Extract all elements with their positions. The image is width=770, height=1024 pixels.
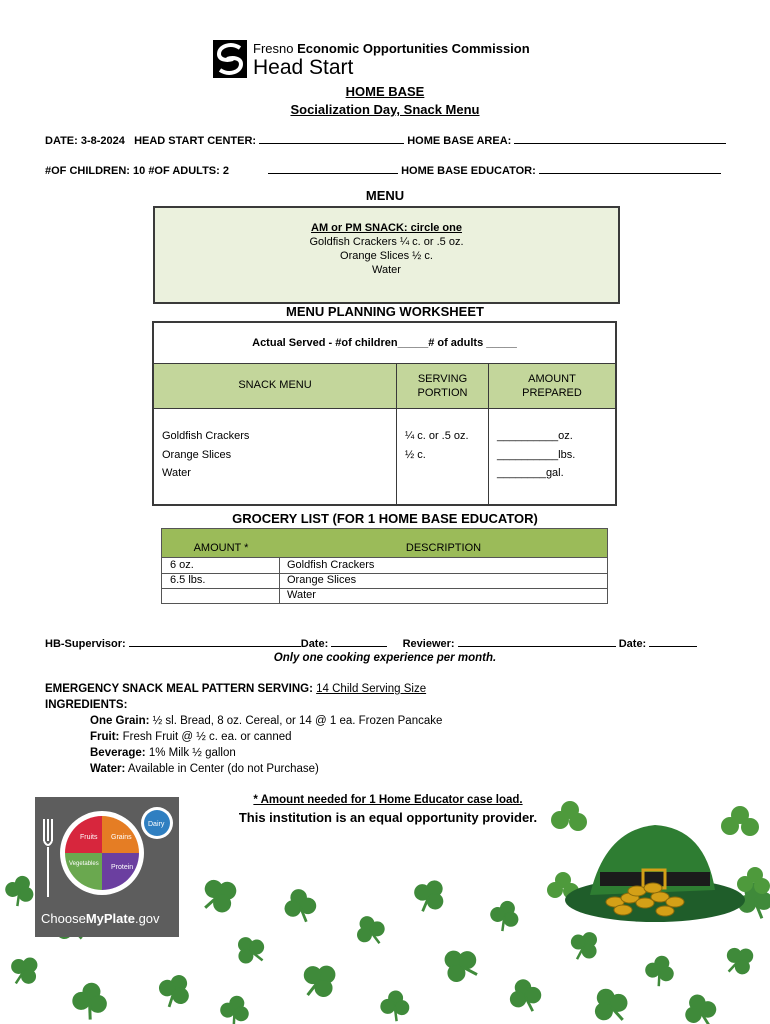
myplate-brand: MyPlate — [85, 911, 135, 926]
snack-label: AM or PM SNACK: circle one — [311, 222, 462, 234]
educator-blank[interactable] — [539, 163, 721, 174]
cooking-note: Only one cooking experience per month. — [273, 652, 497, 664]
signoff-line — [45, 636, 697, 650]
table-row — [162, 558, 607, 574]
myplate-grains: Grains — [111, 834, 132, 841]
reviewer-label: Reviewer: — [402, 638, 455, 650]
equal-opportunity: This institution is an equal opportunity provider. — [238, 810, 538, 825]
myplate-choose: Choose — [41, 911, 86, 926]
ingredient-value: Available in Center (do not Purchase) — [127, 763, 319, 775]
ingredient-line — [90, 763, 319, 775]
col-serving-line2: PORTION — [417, 387, 468, 399]
area-label: HOME BASE AREA: — [407, 135, 512, 147]
menu-box — [153, 206, 620, 304]
serving-size: 14 Child Serving Size — [316, 683, 427, 695]
table-row — [162, 588, 607, 603]
amount-footnote: * Amount needed for 1 Home Educator case load. — [253, 794, 523, 806]
col-serving-portion — [397, 372, 488, 400]
date-label: DATE: 3-8-2024 — [45, 135, 125, 147]
ingredient-line — [90, 715, 442, 727]
head-start-logo — [213, 40, 563, 80]
adults-label: #OF ADULTS: 2 — [148, 165, 229, 177]
leprechaun-hat-icon — [545, 790, 770, 925]
table-row[interactable]: ________gal. — [497, 467, 564, 479]
ingredient-line — [90, 731, 292, 743]
snack-items-cell — [162, 427, 392, 483]
table-row: ¼ c. or .5 oz. — [405, 430, 469, 442]
table-row[interactable]: __________lbs. — [497, 448, 576, 461]
title-home-base: HOME BASE — [345, 84, 425, 99]
ingredient-key: Beverage: — [90, 747, 146, 759]
worksheet-table — [152, 321, 617, 506]
table-row: Orange Slices — [162, 448, 232, 461]
myplate-protein: Protein — [111, 864, 134, 871]
myplate-icon — [35, 797, 179, 937]
reviewer-blank[interactable] — [458, 636, 616, 647]
emergency-label: EMERGENCY SNACK MEAL PATTERN SERVING: — [45, 683, 313, 695]
ingredient-key: Fruit: — [90, 731, 120, 743]
supervisor-blank[interactable] — [129, 636, 301, 647]
program-name: Head Start — [253, 56, 354, 79]
amount-cell — [497, 427, 615, 483]
ingredient-key: One Grain: — [90, 715, 150, 727]
table-row: Goldfish Crackers — [162, 430, 250, 442]
ingredient-value: 1% Milk ½ gallon — [148, 747, 236, 759]
educator-label: HOME BASE EDUCATOR: — [401, 165, 536, 177]
ingredients-label: INGREDIENTS: — [45, 699, 128, 711]
area-blank[interactable] — [514, 133, 726, 144]
table-row: ½ c. — [405, 448, 426, 461]
grocery-amount: 6.5 lbs. — [170, 574, 206, 586]
myplate-logo — [35, 797, 179, 937]
worksheet-header-row — [154, 364, 615, 409]
col-snack-menu: SNACK MENU — [238, 379, 312, 391]
col-description: DESCRIPTION — [405, 542, 482, 554]
myplate-fruits: Fruits — [80, 834, 98, 841]
center-label: HEAD START CENTER: — [134, 135, 257, 147]
col-amount-line1: AMOUNT — [528, 373, 576, 385]
myplate-dairy: Dairy — [148, 821, 165, 828]
grocery-heading: GROCERY LIST (FOR 1 HOME BASE EDUCATOR) — [232, 511, 538, 526]
ingredient-value: ½ sl. Bread, 8 oz. Cereal, or 14 @ 1 ea. Frozen Pancake — [152, 715, 443, 727]
col-amount-prepared — [489, 372, 615, 400]
date1-blank[interactable] — [331, 636, 387, 647]
menu-item: Goldfish Crackers ¼ c. or .5 oz. — [309, 236, 464, 248]
grocery-desc: Orange Slices — [287, 574, 357, 586]
myplate-gov: .gov — [134, 911, 160, 926]
table-row: Water — [162, 467, 191, 479]
supervisor-label: HB-Supervisor: — [45, 638, 126, 650]
menu-heading: MENU — [365, 188, 405, 203]
ingredient-line — [90, 747, 236, 759]
emergency-line — [45, 683, 426, 695]
ingredient-value: Fresh Fruit @ ½ c. ea. or canned — [122, 731, 292, 743]
grocery-desc: Water — [287, 589, 316, 601]
table-row[interactable]: __________oz. — [497, 430, 573, 442]
col-amount: AMOUNT * — [193, 542, 249, 554]
info-line-1 — [45, 133, 726, 147]
count-blank[interactable] — [268, 163, 398, 174]
myplate-vegetables: Vegetables — [69, 861, 99, 867]
grocery-desc: Goldfish Crackers — [287, 559, 375, 571]
children-label: #OF CHILDREN: 10 — [45, 165, 146, 177]
table-row — [162, 573, 607, 589]
head-start-logo-icon — [213, 40, 247, 78]
menu-item: Water — [372, 264, 401, 276]
grocery-amount: 6 oz. — [170, 559, 194, 571]
col-amount-line2: PREPARED — [522, 387, 582, 399]
actual-served: Actual Served - #of children_____# of adults _____ — [154, 323, 615, 364]
grocery-header-row — [162, 529, 607, 558]
info-line-2 — [45, 163, 721, 177]
org-name: Economic Opportunities Commission — [297, 41, 530, 56]
org-prefix: Fresno — [253, 41, 294, 56]
worksheet-heading: MENU PLANNING WORKSHEET — [286, 304, 484, 319]
grocery-table — [161, 528, 608, 604]
col-serving-line1: SERVING — [417, 373, 468, 385]
portion-cell — [405, 427, 489, 464]
center-blank[interactable] — [259, 133, 404, 144]
ingredient-key: Water: — [90, 763, 126, 775]
date2-blank[interactable] — [649, 636, 697, 647]
date-label-1: Date: — [300, 638, 329, 650]
svg-text:ChooseMyPlate.gov — [41, 911, 160, 926]
menu-item: Orange Slices ½ c. — [340, 250, 433, 262]
date-label-2: Date: — [618, 638, 647, 650]
title-snack-menu: Socialization Day, Snack Menu — [290, 102, 480, 117]
